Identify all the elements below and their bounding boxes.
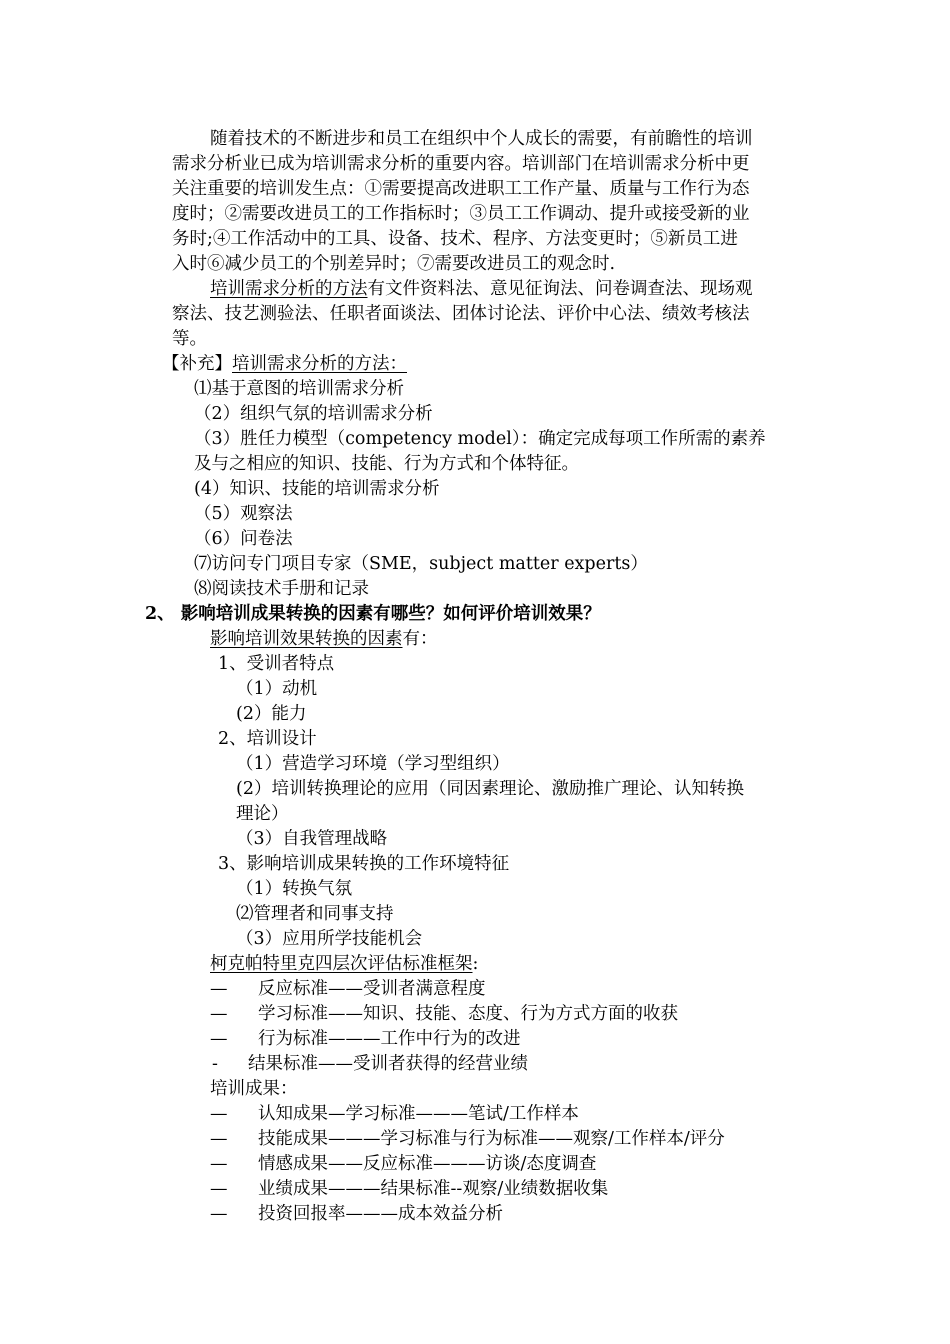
dash-bullet: — <box>210 1179 228 1199</box>
supplement-title: 培训需求分析的方法： <box>232 354 407 374</box>
methods-paragraph-line-2: 察法、技艺测验法、任职者面谈法、团体讨论法、评价中心法、绩效考核法 <box>172 304 750 324</box>
outcome-item <box>210 1127 725 1152</box>
dash-bullet: - <box>212 1054 218 1074</box>
question-2-heading: 2、 影响培训成果转换的因素有哪些？如何评价培训效果？ <box>145 604 601 624</box>
supplement-item: （6）问卷法 <box>194 529 293 549</box>
methods-paragraph-first-line <box>210 277 753 302</box>
supplement-heading <box>162 352 407 377</box>
kirkpatrick-item-text: 学习标准——知识、技能、态度、行为方式方面的收获 <box>258 1004 678 1024</box>
kirkpatrick-item <box>210 1027 521 1052</box>
methods-term: 培训需求分析的方法 <box>210 279 368 299</box>
intro-line-6: 入时⑥减少员工的个别差异时；⑦需要改进员工的观念时. <box>172 254 616 274</box>
factor-item: (2）能力 <box>236 704 307 724</box>
methods-list-start: 有文件资料法、意见征询法、问卷调查法、现场观 <box>367 279 753 299</box>
kirkpatrick-title <box>210 952 478 977</box>
factor-item: （3）自我管理战略 <box>236 829 388 849</box>
factor-group: 1、受训者特点 <box>218 654 335 674</box>
intro-line-1: 随着技术的不断进步和员工在组织中个人成长的需要，有前瞻性的培训 <box>210 129 753 149</box>
dash-bullet: — <box>210 1154 228 1174</box>
factor-item: (2）培训转换理论的应用（同因素理论、激励推广理论、认知转换 <box>236 779 744 799</box>
kirkpatrick-item <box>212 1052 528 1077</box>
supplement-item: ⑴基于意图的培训需求分析 <box>194 379 404 399</box>
outcome-item-text: 业绩成果———结果标准--观察/业绩数据收集 <box>258 1179 609 1199</box>
kirkpatrick-title-colon: : <box>472 954 479 974</box>
factor-item: （1）营造学习环境（学习型组织） <box>236 754 510 774</box>
kirkpatrick-item <box>210 977 486 1002</box>
dash-bullet: — <box>210 1004 228 1024</box>
factor-group: 2、培训设计 <box>218 729 317 749</box>
outcome-item <box>210 1152 596 1177</box>
supplement-item: 及与之相应的知识、技能、行为方式和个体特征。 <box>194 454 579 474</box>
intro-line-4: 度时；②需要改进员工的工作指标时；③员工工作调动、提升或接受新的业 <box>172 204 750 224</box>
outcome-item <box>210 1102 579 1127</box>
dash-bullet: — <box>210 1029 228 1049</box>
dash-bullet: — <box>210 1104 228 1124</box>
outcome-item-text: 情感成果——反应标准———访谈/态度调查 <box>258 1154 597 1174</box>
intro-line-5: 务时;④工作活动中的工具、设备、技术、程序、方法变更时；⑤新员工进 <box>172 229 738 249</box>
outcomes-title: 培训成果： <box>210 1079 298 1099</box>
factor-group: 3、影响培训成果转换的工作环境特征 <box>218 854 510 874</box>
factor-item-continued: 理论） <box>236 804 289 824</box>
intro-line-2: 需求分析业已成为培训需求分析的重要内容。培训部门在培训需求分析中更 <box>172 154 750 174</box>
kirkpatrick-item-text: 反应标准——受训者满意程度 <box>258 979 486 999</box>
supplement-item: ⑺访问专门项目专家（SME，subject matter experts） <box>194 554 648 574</box>
dash-bullet: — <box>210 979 228 999</box>
methods-paragraph-line-3: 等。 <box>172 329 207 349</box>
supplement-item: （5）观察法 <box>194 504 293 524</box>
supplement-item: ⑻阅读技术手册和记录 <box>194 579 369 599</box>
outcome-item-text: 投资回报率———成本效益分析 <box>258 1204 503 1224</box>
outcome-item <box>210 1202 503 1227</box>
kirkpatrick-item <box>210 1002 678 1027</box>
dash-bullet: — <box>210 1204 228 1224</box>
supplement-item: （2）组织气氛的培训需求分析 <box>194 404 433 424</box>
kirkpatrick-item-text: 结果标准——受训者获得的经营业绩 <box>248 1054 528 1074</box>
supplement-item: (4）知识、技能的培训需求分析 <box>194 479 440 499</box>
outcome-item-text: 认知成果—学习标准———笔试/工作样本 <box>258 1104 579 1124</box>
factors-title-suffix: 有： <box>402 629 438 649</box>
supplement-item: （3）胜任力模型（competency model）：确定完成每项工作所需的素养 <box>194 429 766 449</box>
factors-term: 影响培训效果转换的因素 <box>210 629 403 649</box>
kirkpatrick-title-text: 柯克帕特里克四层次评估标准框架 <box>210 954 473 974</box>
outcome-item-text: 技能成果———学习标准与行为标准——观察/工作样本/评分 <box>258 1129 725 1149</box>
intro-line-3: 关注重要的培训发生点：①需要提高改进职工工作产量、质量与工作行为态 <box>172 179 750 199</box>
outcome-item <box>210 1177 608 1202</box>
factor-item: ⑵管理者和同事支持 <box>236 904 394 924</box>
dash-bullet: — <box>210 1129 228 1149</box>
factor-item: （3）应用所学技能机会 <box>236 929 423 949</box>
factors-title <box>210 627 438 652</box>
supplement-tag: 【补充】 <box>162 354 232 374</box>
factor-item: （1）转换气氛 <box>236 879 353 899</box>
factor-item: （1）动机 <box>236 679 318 699</box>
kirkpatrick-item-text: 行为标准———工作中行为的改进 <box>258 1029 521 1049</box>
